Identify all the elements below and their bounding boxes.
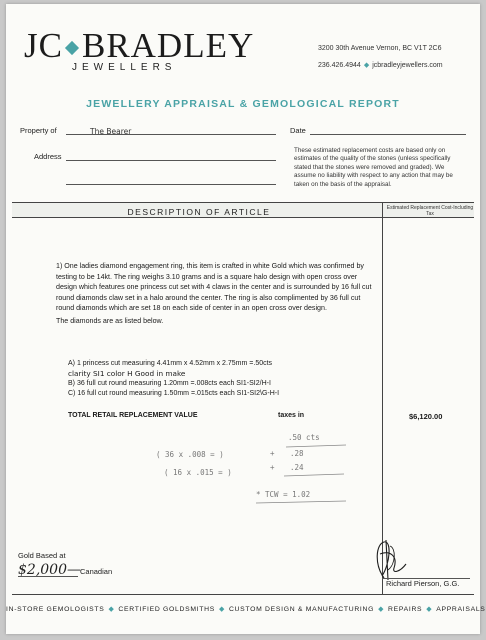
address-line-2 [66,184,276,185]
pencil-sum-3-sign: + [270,463,275,472]
total-label: TOTAL RETAIL REPLACEMENT VALUE [68,412,198,419]
bullet-icon: ◆ [363,62,370,69]
pencil-calc-2: ( 16 x .015 = ) [164,468,232,477]
header-rule [12,217,474,218]
pencil-sum-2: .28 [290,449,304,458]
top-rule [12,202,474,203]
pencil-sum-2-sign: + [270,449,275,458]
gold-based-label: Gold Based at [18,551,66,560]
logo-right-text: BRADLEY [81,26,255,65]
appraisal-document [6,4,486,634]
bullet-icon: ◆ [426,606,433,613]
company-logo [24,28,254,63]
list-item: A) 1 princess cut measuring 4.41mm x 4.52mm x 2.75mm =.50cts [68,360,273,367]
gold-currency: Canadian [80,567,113,576]
diamond-icon [65,41,79,55]
pencil-total-weight: * TCW = 1.02 [256,490,311,499]
footer-item: CUSTOM DESIGN & MANUFACTURING [228,606,375,613]
diamonds-intro: The diamonds are as listed below. [56,316,164,325]
logo-subbrand: JEWELLERS [72,62,177,73]
taxes-label: taxes in [278,412,305,419]
footer-item: APPRAISALS [436,606,486,613]
date-label: Date [290,126,306,135]
date-line [310,134,466,135]
pencil-sum-1: .50 cts [288,433,320,442]
company-address: 3200 30th Avenue Vernon, BC V1T 2C6 [318,45,442,52]
pencil-sum-3: .24 [290,463,304,472]
logo-left-text: JC [24,26,63,65]
property-label: Property of [20,126,57,135]
diamond-list [68,359,279,399]
footer-item: CERTIFIED GOLDSMITHS [118,606,215,613]
signature-mark [366,534,426,584]
report-title: JEWELLERY APPRAISAL & GEMOLOGICAL REPORT [86,98,400,110]
disclaimer-text: These estimated replacement costs are based only on estimates of the quality of the stones (unless specifically stated that the stones were removed and graded). We assume no liability with respect to any action that may be taken on the basis of the appraisal. [294,147,453,188]
bullet-icon: ◆ [378,606,385,613]
list-item: C) 16 full cut round measuring 1.50mm =.015cts each SI1-SI2\G-H-I [68,390,280,397]
total-amount: $6,120.00 [409,412,443,421]
list-item: B) 36 full cut round measuring 1.20mm =.008cts each SI1-SI2/H-I [68,380,271,387]
bottom-rule [12,594,474,595]
pencil-calc-1: ( 36 x .008 = ) [156,450,224,459]
description-paragraph: 1) One ladies diamond engagement ring, this item is crafted in white Gold which was confirmed by testing to be 14kt. The ring weighs 3.10 grams and is a square halo design with open cross over design which features one princess cut set with 4 claws in the center and is surrounded by 16 full cut round diamonds claw set in a halo around the center. The ring is also complimented by 36 full cut round diamonds which are set 18 on each side of center in an open cross over design. [56,262,372,312]
list-item-note: clarity SI1 color H Good in make [68,369,186,378]
pencil-marks [146,440,366,510]
footer-services [6,605,486,613]
company-contact [318,61,443,69]
company-website: jcbradleyjewellers.com [372,62,443,69]
footer-item: REPAIRS [388,606,423,613]
description-body [56,261,376,328]
property-value: The Bearer [90,127,132,136]
bullet-icon: ◆ [219,606,225,613]
company-phone: 236.426.4944 [318,62,361,69]
address-line-1 [66,160,276,161]
bullet-icon: ◆ [108,606,115,613]
description-heading: DESCRIPTION OF ARTICLE [127,207,271,217]
gold-based-value: $2,000— [18,562,81,578]
cost-column-heading: Estimated Replacement Cost-Including Tax [386,205,474,217]
address-label: Address [34,152,62,161]
gold-line [18,576,78,577]
signer-name: Richard Pierson, G.G. [386,579,460,588]
footer-item: IN-STORE GEMOLOGISTS [6,606,105,613]
